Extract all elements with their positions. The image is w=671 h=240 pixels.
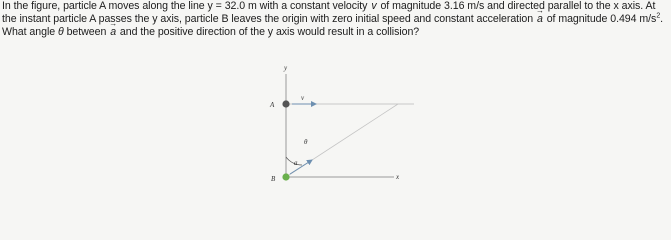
x-axis-label: x [396,173,400,181]
velocity-vector-symbol: → v [370,0,377,13]
acceleration-vector-symbol-2: → a [109,26,117,39]
problem-text [2,0,668,40]
theta-symbol: θ [57,26,64,39]
squared-exponent: 2 [656,12,661,20]
problem-text-part-4: . What angle [2,13,664,39]
velocity-label: v [301,94,305,102]
problem-text-part-1: In the figure, particle A moves along the line y = 32.0 m with a constant velocity [2,0,371,12]
particle-b [282,173,289,180]
problem-text-part-3: of magnitude 0.494 m/s [543,13,657,26]
problem-statement [2,0,668,40]
collision-figure [250,60,420,190]
particle-a [282,100,289,107]
acceleration-vector-symbol: → a [536,13,544,26]
particle-a-label: A [270,101,275,109]
particle-b-label: B [271,175,276,183]
theta-label: θ [304,138,308,146]
acceleration-label: a [294,159,298,167]
problem-text-part-6: and the positive direction of the y axis would result in a collision? [117,26,420,39]
problem-text-part-5: between [63,26,110,39]
y-axis-label: y [284,64,288,72]
problem-text-part-2: of magnitude 3.16 m/s and directed parallel to the x axis. At the instant particle A passes the y axis, particle B leaves the origin with zero initial speed and constant acceleration [2,0,656,26]
